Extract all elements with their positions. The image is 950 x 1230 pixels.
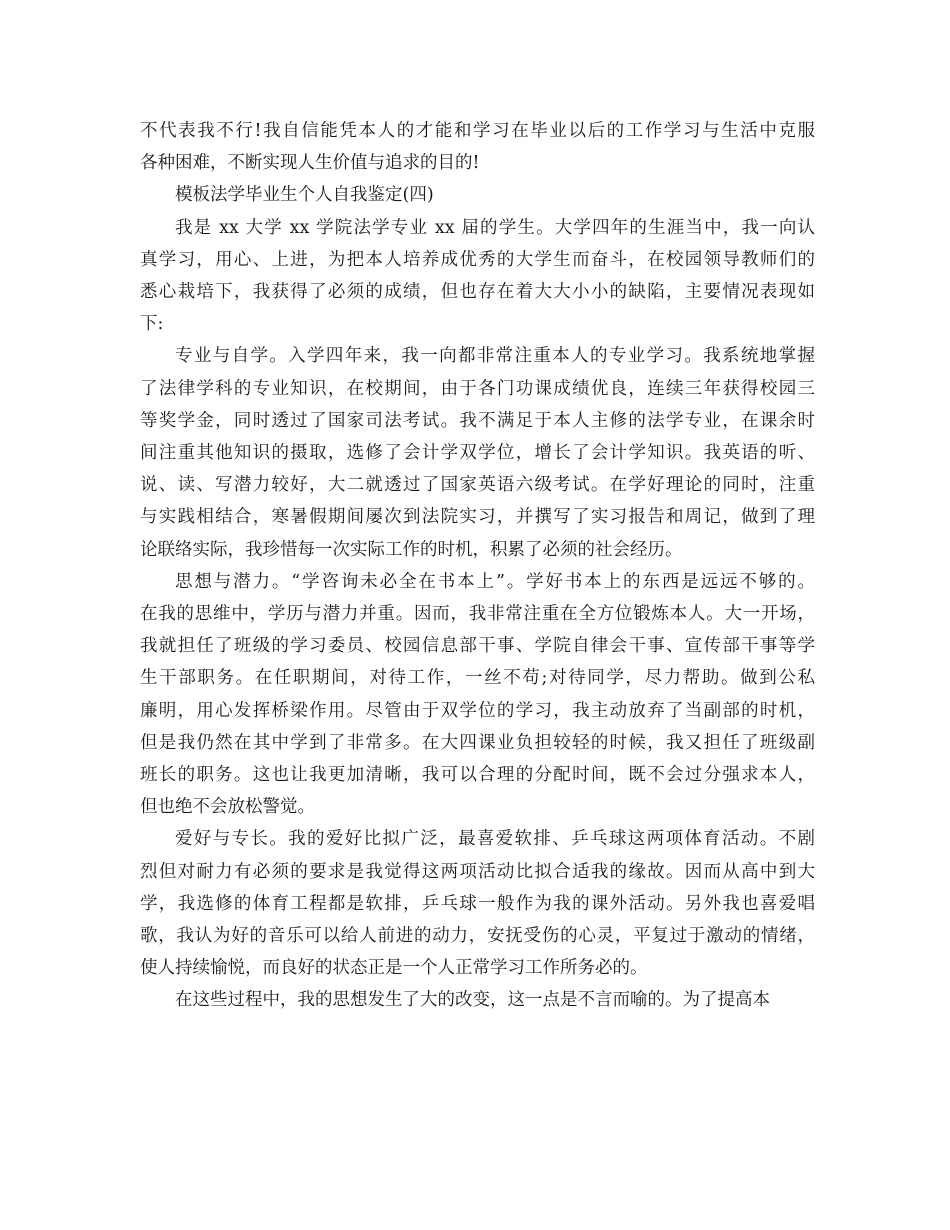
text-line: 与实践相结合，寒暑假期间屡次到法院实习，并撰写了实习报告和周记，做到了理 bbox=[140, 507, 815, 528]
paragraph bbox=[140, 115, 815, 179]
text-line: 但是我仍然在其中学到了非常多。在大四课业负担较轻的时候，我又担任了班级副 bbox=[140, 732, 815, 753]
text-line: 了法律学科的专业知识，在校期间，由于各门功课成绩优良，连续三年获得校园三 bbox=[140, 378, 815, 399]
text-line: 生干部职务。在任职期间，对待工作，一丝不苟;对待同学，尽力帮助。做到公私 bbox=[140, 668, 815, 689]
text-line: 歌，我认为好的音乐可以给人前进的动力，安抚受伤的心灵，平复过于激动的情绪， bbox=[140, 926, 815, 947]
text-line: 模板法学毕业生个人自我鉴定(四) bbox=[175, 185, 434, 206]
text-line: 等奖学金，同时透过了国家司法考试。我不满足于本人主修的法学专业，在课余时 bbox=[140, 410, 815, 431]
text-line: 爱好与专长。我的爱好比拟广泛，最喜爱软排、乒乓球这两项体育活动。不剧 bbox=[175, 829, 815, 850]
paragraph bbox=[140, 984, 815, 1016]
paragraph bbox=[140, 340, 815, 565]
text-line: 我就担任了班级的学习委员、校园信息部干事、学院自律会干事、宣传部干事等学 bbox=[140, 636, 815, 657]
text-line: 烈但对耐力有必须的要求是我觉得这两项活动比拟合适我的缘故。因而从高中到大 bbox=[140, 861, 815, 882]
text-line: 下: bbox=[140, 314, 164, 335]
text-line: 班长的职务。这也让我更加清晰，我可以合理的分配时间，既不会过分强求本人， bbox=[140, 765, 815, 786]
document-body bbox=[140, 115, 815, 1017]
text-line: 使人持续愉悦，而良好的状态正是一个人正常学习工作所务必的。 bbox=[140, 958, 648, 979]
text-line: 学，我选修的体育工程都是软排，乒乓球一般作为我的课外活动。另外我也喜爱唱 bbox=[140, 893, 815, 914]
text-line: 在这些过程中，我的思想发生了大的改变，这一点是不言而喻的。为了提高本 bbox=[175, 990, 770, 1011]
text-line: 各种困难，不断实现人生价值与追求的目的! bbox=[140, 153, 480, 174]
text-line: 但也绝不会放松警觉。 bbox=[140, 797, 315, 818]
paragraph bbox=[140, 823, 815, 984]
text-line: 专业与自学。入学四年来，我一向都非常注重本人的专业学习。我系统地掌握 bbox=[175, 346, 815, 367]
paragraph bbox=[140, 179, 815, 211]
text-line: 论联络实际，我珍惜每一次实际工作的时机，积累了必须的社会经历。 bbox=[140, 539, 683, 560]
text-line: 在我的思维中，学历与潜力并重。因而，我非常注重在全方位锻炼本人。大一开场， bbox=[140, 604, 815, 625]
paragraph bbox=[140, 566, 815, 824]
text-line: 间注重其他知识的摄取，选修了会计学双学位，增长了会计学知识。我英语的听、 bbox=[140, 443, 815, 464]
paragraph bbox=[140, 212, 815, 341]
text-line: 真学习，用心、上进，为把本人培养成优秀的大学生而奋斗，在校园领导教师们的 bbox=[140, 249, 815, 270]
text-line: 悉心栽培下，我获得了必须的成绩，但也存在着大大小小的缺陷，主要情况表现如 bbox=[140, 282, 815, 303]
text-line: 思想与潜力。“学咨询未必全在书本上”。学好书本上的东西是远远不够的。 bbox=[175, 571, 815, 592]
text-line: 不代表我不行!我自信能凭本人的才能和学习在毕业以后的工作学习与生活中克服 bbox=[140, 121, 815, 141]
text-line: 我是 xx 大学 xx 学院法学专业 xx 届的学生。大学四年的生涯当中，我一向认 bbox=[175, 217, 815, 238]
text-line: 廉明，用心发挥桥梁作用。尽管由于双学位的学习，我主动放弃了当副部的时机， bbox=[140, 700, 815, 721]
text-line: 说、读、写潜力较好，大二就透过了国家英语六级考试。在学好理论的同时，注重 bbox=[140, 475, 815, 496]
